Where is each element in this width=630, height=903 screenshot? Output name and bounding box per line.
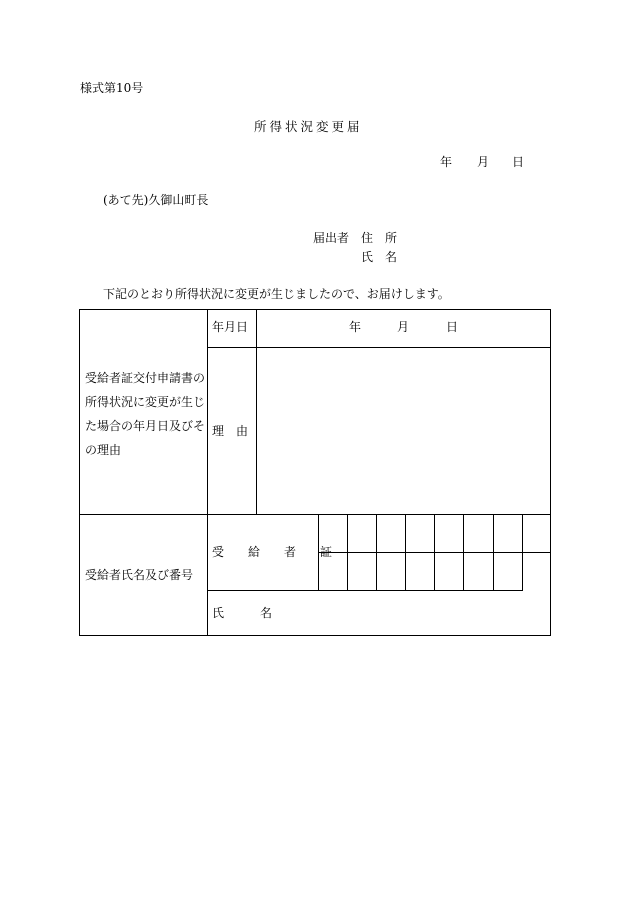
form-title: 所得状況変更届: [254, 119, 363, 134]
table-outer-border: [80, 310, 551, 636]
date-field-day[interactable]: 日: [446, 320, 459, 334]
addressee: (あて先)久御山町長: [103, 193, 209, 207]
recipient-certificate-label: 受 給 者 証: [212, 545, 333, 559]
recipient-name-number-label: 受給者氏名及び番号: [85, 568, 194, 582]
applicant-label: 届出者: [313, 231, 350, 245]
date-day-label: 日: [512, 155, 525, 169]
reason-field-label: 理 由: [212, 424, 249, 438]
applicant-address-label: 住 所: [361, 231, 398, 245]
applicant-name-label: 氏 名: [361, 250, 398, 264]
date-year-label: 年: [440, 155, 453, 169]
recipient-name-label: 氏 名: [212, 606, 273, 620]
date-field-month[interactable]: 月: [397, 320, 410, 334]
date-field-label: 年月日: [212, 320, 249, 334]
form-number: 様式第10号: [80, 81, 144, 95]
income-change-label: 受給者証交付申請書の所得状況に変更が生じた場合の年月日及びその理由: [85, 371, 206, 457]
date-month-label: 月: [477, 155, 490, 169]
date-field-year[interactable]: 年: [349, 320, 362, 334]
intro-text: 下記のとおり所得状況に変更が生じましたので、お届けします。: [103, 287, 450, 301]
